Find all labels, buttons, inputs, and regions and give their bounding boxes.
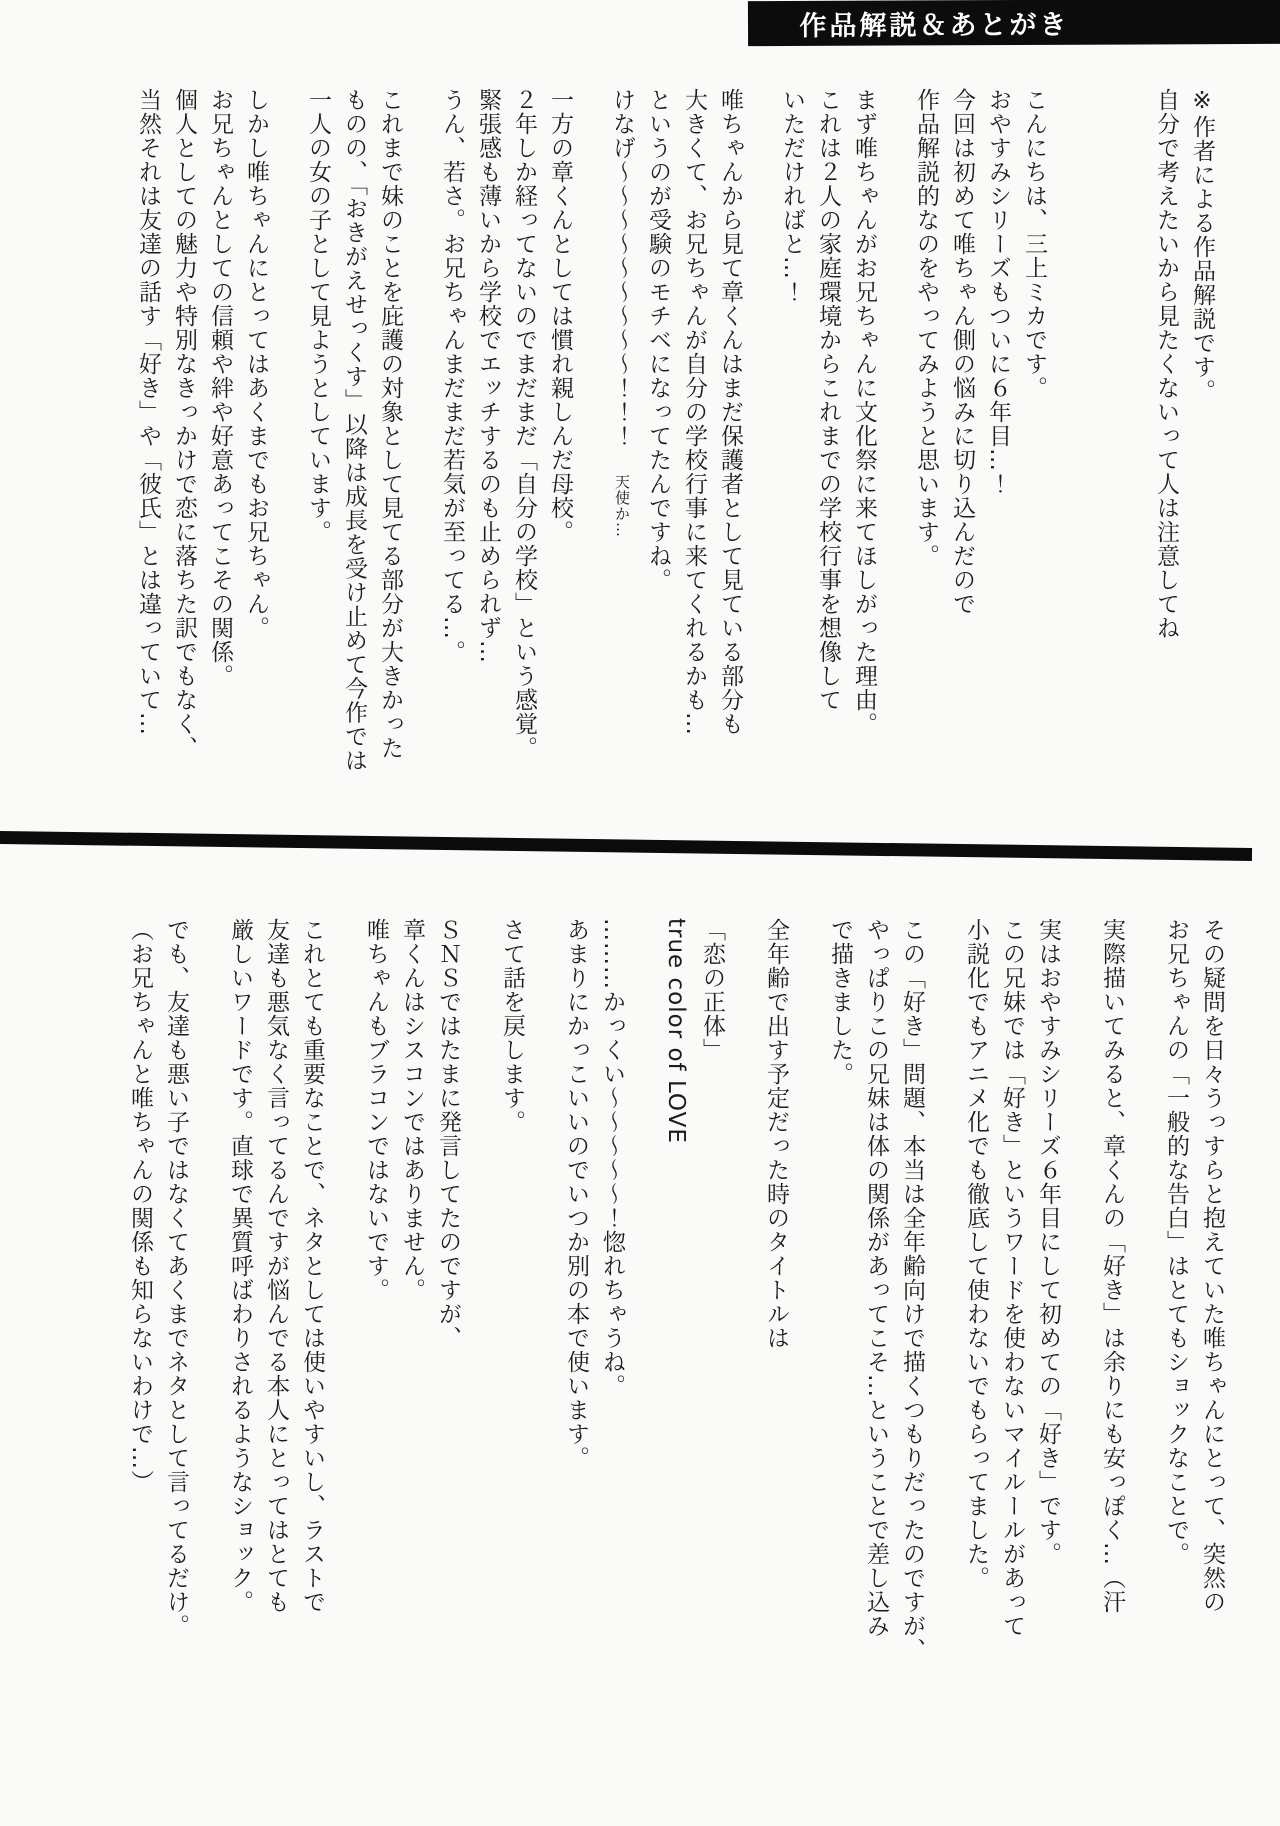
- text-column: 唯ちゃんもブラコンではないです。: [363, 918, 389, 1302]
- paragraph-group: [1158, 918, 1230, 1718]
- text-column: [604, 88, 640, 788]
- text-column: こんにちは、三上ミカです。: [1021, 88, 1047, 400]
- text-column: あまりにかっこいいのでいつか別の本で使います。: [563, 918, 589, 1470]
- commentary-top-section: [104, 88, 1220, 788]
- text-column: これまで妹のことを庇護の対象として見てる部分が大きかった: [377, 88, 403, 760]
- text-column: 大きくて、お兄ちゃんが自分の学校行事に来てくれるかも…: [681, 88, 707, 736]
- text-column: 一人の女の子として見ようとしています。: [305, 88, 331, 544]
- section-divider-rule: [0, 831, 1252, 861]
- text-column: ＳＮＳではたまに発言してたのですが、: [435, 918, 461, 1350]
- paragraph-group: [822, 918, 930, 1718]
- text-column: ２年しか経ってないのでまだまだ「自分の学校」という感覚。: [511, 88, 537, 760]
- paragraph-group: [300, 88, 408, 788]
- paragraph-group: [494, 918, 530, 1718]
- text-column: というのが受験のモチベになってたんですね。: [645, 88, 671, 592]
- text-column: 全年齢で出す予定だった時のタイトルは: [763, 918, 789, 1350]
- text-column: その疑問を日々うっすらと抱えていた唯ちゃんにとって、突然の: [1199, 918, 1225, 1614]
- text-column: これとても重要なことで、ネタとしては使いやすいし、ラストで: [299, 918, 325, 1614]
- paragraph-group: [958, 918, 1066, 1718]
- text-column: まず唯ちゃんがお兄ちゃんに文化祭に来てほしがった理由。: [851, 88, 877, 736]
- paragraph-group: [604, 88, 748, 788]
- text-column: 当然それは友達の話す「好き」や「彼氏」とは違っていて…: [135, 88, 161, 736]
- text-column: お兄ちゃんとしての信頼や絆や好意あってこその関係。: [207, 88, 233, 688]
- text-column-latin-title: true color of LOVE: [663, 918, 689, 1144]
- text-column: 作品解説的なのをやってみようと思います。: [913, 88, 939, 568]
- text-column: この兄妹では「好き」というワードを使わないマイルールがあって: [999, 918, 1025, 1638]
- page-title: 作品解説＆あとがき: [799, 9, 1070, 42]
- text-column: やっぱりこの兄妹は体の関係があってこそ…ということで差し込み: [863, 918, 889, 1638]
- paragraph-group: [1094, 918, 1130, 1718]
- text-column: 自分で考えたいから見たくないって人は注意してね: [1153, 88, 1179, 640]
- text-column: おやすみシリーズもついに６年目…！: [985, 88, 1011, 496]
- margin-note: 天使か…: [613, 474, 631, 538]
- paragraph-group: [122, 918, 194, 1718]
- text-column: いただければと…！: [779, 88, 805, 304]
- text-column: 実はおやすみシリーズ６年目にして初めての「好き」です。: [1035, 918, 1061, 1566]
- text-column: 唯ちゃんから見て章くんはまだ保護者として見ている部分も: [717, 88, 743, 736]
- paragraph-group: [1148, 88, 1220, 788]
- exclamation-text: けなげ～～～～～～～～～！！！: [609, 88, 635, 448]
- text-column: 今回は初めて唯ちゃん側の悩みに切り込んだので: [949, 88, 975, 616]
- paragraph-group: [130, 88, 274, 788]
- text-column: 小説化でもアニメ化でも徹底して使わないでもらってました。: [963, 918, 989, 1590]
- commentary-bottom-section: [94, 918, 1230, 1718]
- text-column: 実際描いてみると、章くんの「好き」は余りにも安っぽく…（汗: [1099, 918, 1125, 1614]
- paragraph-group: [222, 918, 330, 1718]
- text-column: 章くんはシスコンではありません。: [399, 918, 425, 1302]
- text-column: うん、若さ。お兄ちゃんまだまだ若気が至ってる…。: [439, 88, 465, 664]
- text-column: ………かっくい～～～～～！惚れちゃうね。: [599, 918, 625, 1398]
- text-column: しかし唯ちゃんにとってはあくまでもお兄ちゃん。: [243, 88, 269, 640]
- text-column: （お兄ちゃんと唯ちゃんの関係も知らないわけで…）: [127, 918, 153, 1494]
- paragraph-group: [358, 918, 466, 1718]
- text-column: でも、友達も悪い子ではなくてあくまでネタとして言ってるだけ。: [163, 918, 189, 1638]
- text-column: 緊張感も薄いから学校でエッチするのも止められず…: [475, 88, 501, 664]
- text-column: で描きました。: [827, 918, 853, 1086]
- text-column: 厳しいワードです。直球で異質呼ばわりされるようなショック。: [227, 918, 253, 1614]
- text-column: 友達も悪気なく言ってるんですが悩んでる本人にとってはとても: [263, 918, 289, 1614]
- paragraph-group: [434, 88, 578, 788]
- page-header-bar: [748, 0, 1280, 46]
- text-column: ※作者による作品解説です。: [1189, 88, 1215, 403]
- text-column: 「恋の正体」: [699, 918, 725, 1062]
- paragraph-group: [774, 88, 882, 788]
- text-column: さて話を戻します。: [499, 918, 525, 1134]
- text-column: これは２人の家庭環境からこれまでの学校行事を想像して: [815, 88, 841, 712]
- paragraph-group: [658, 918, 730, 1718]
- text-column: 個人としての魅力や特別なきっかけで恋に落ちた訳でもなく、: [171, 88, 197, 760]
- text-column: 一方の章くんとしては慣れ親しんだ母校。: [547, 88, 573, 544]
- paragraph-group: [908, 88, 1052, 788]
- text-column: お兄ちゃんの「一般的な告白」はとてもショックなことで。: [1163, 918, 1189, 1566]
- text-column: この「好き」問題、本当は全年齢向けで描くつもりだったのですが、: [899, 918, 925, 1662]
- paragraph-group: [758, 918, 794, 1718]
- text-column: ものの、「おきがえせっくす」以降は成長を受け止めて今作では: [341, 88, 367, 773]
- paragraph-group: [558, 918, 630, 1718]
